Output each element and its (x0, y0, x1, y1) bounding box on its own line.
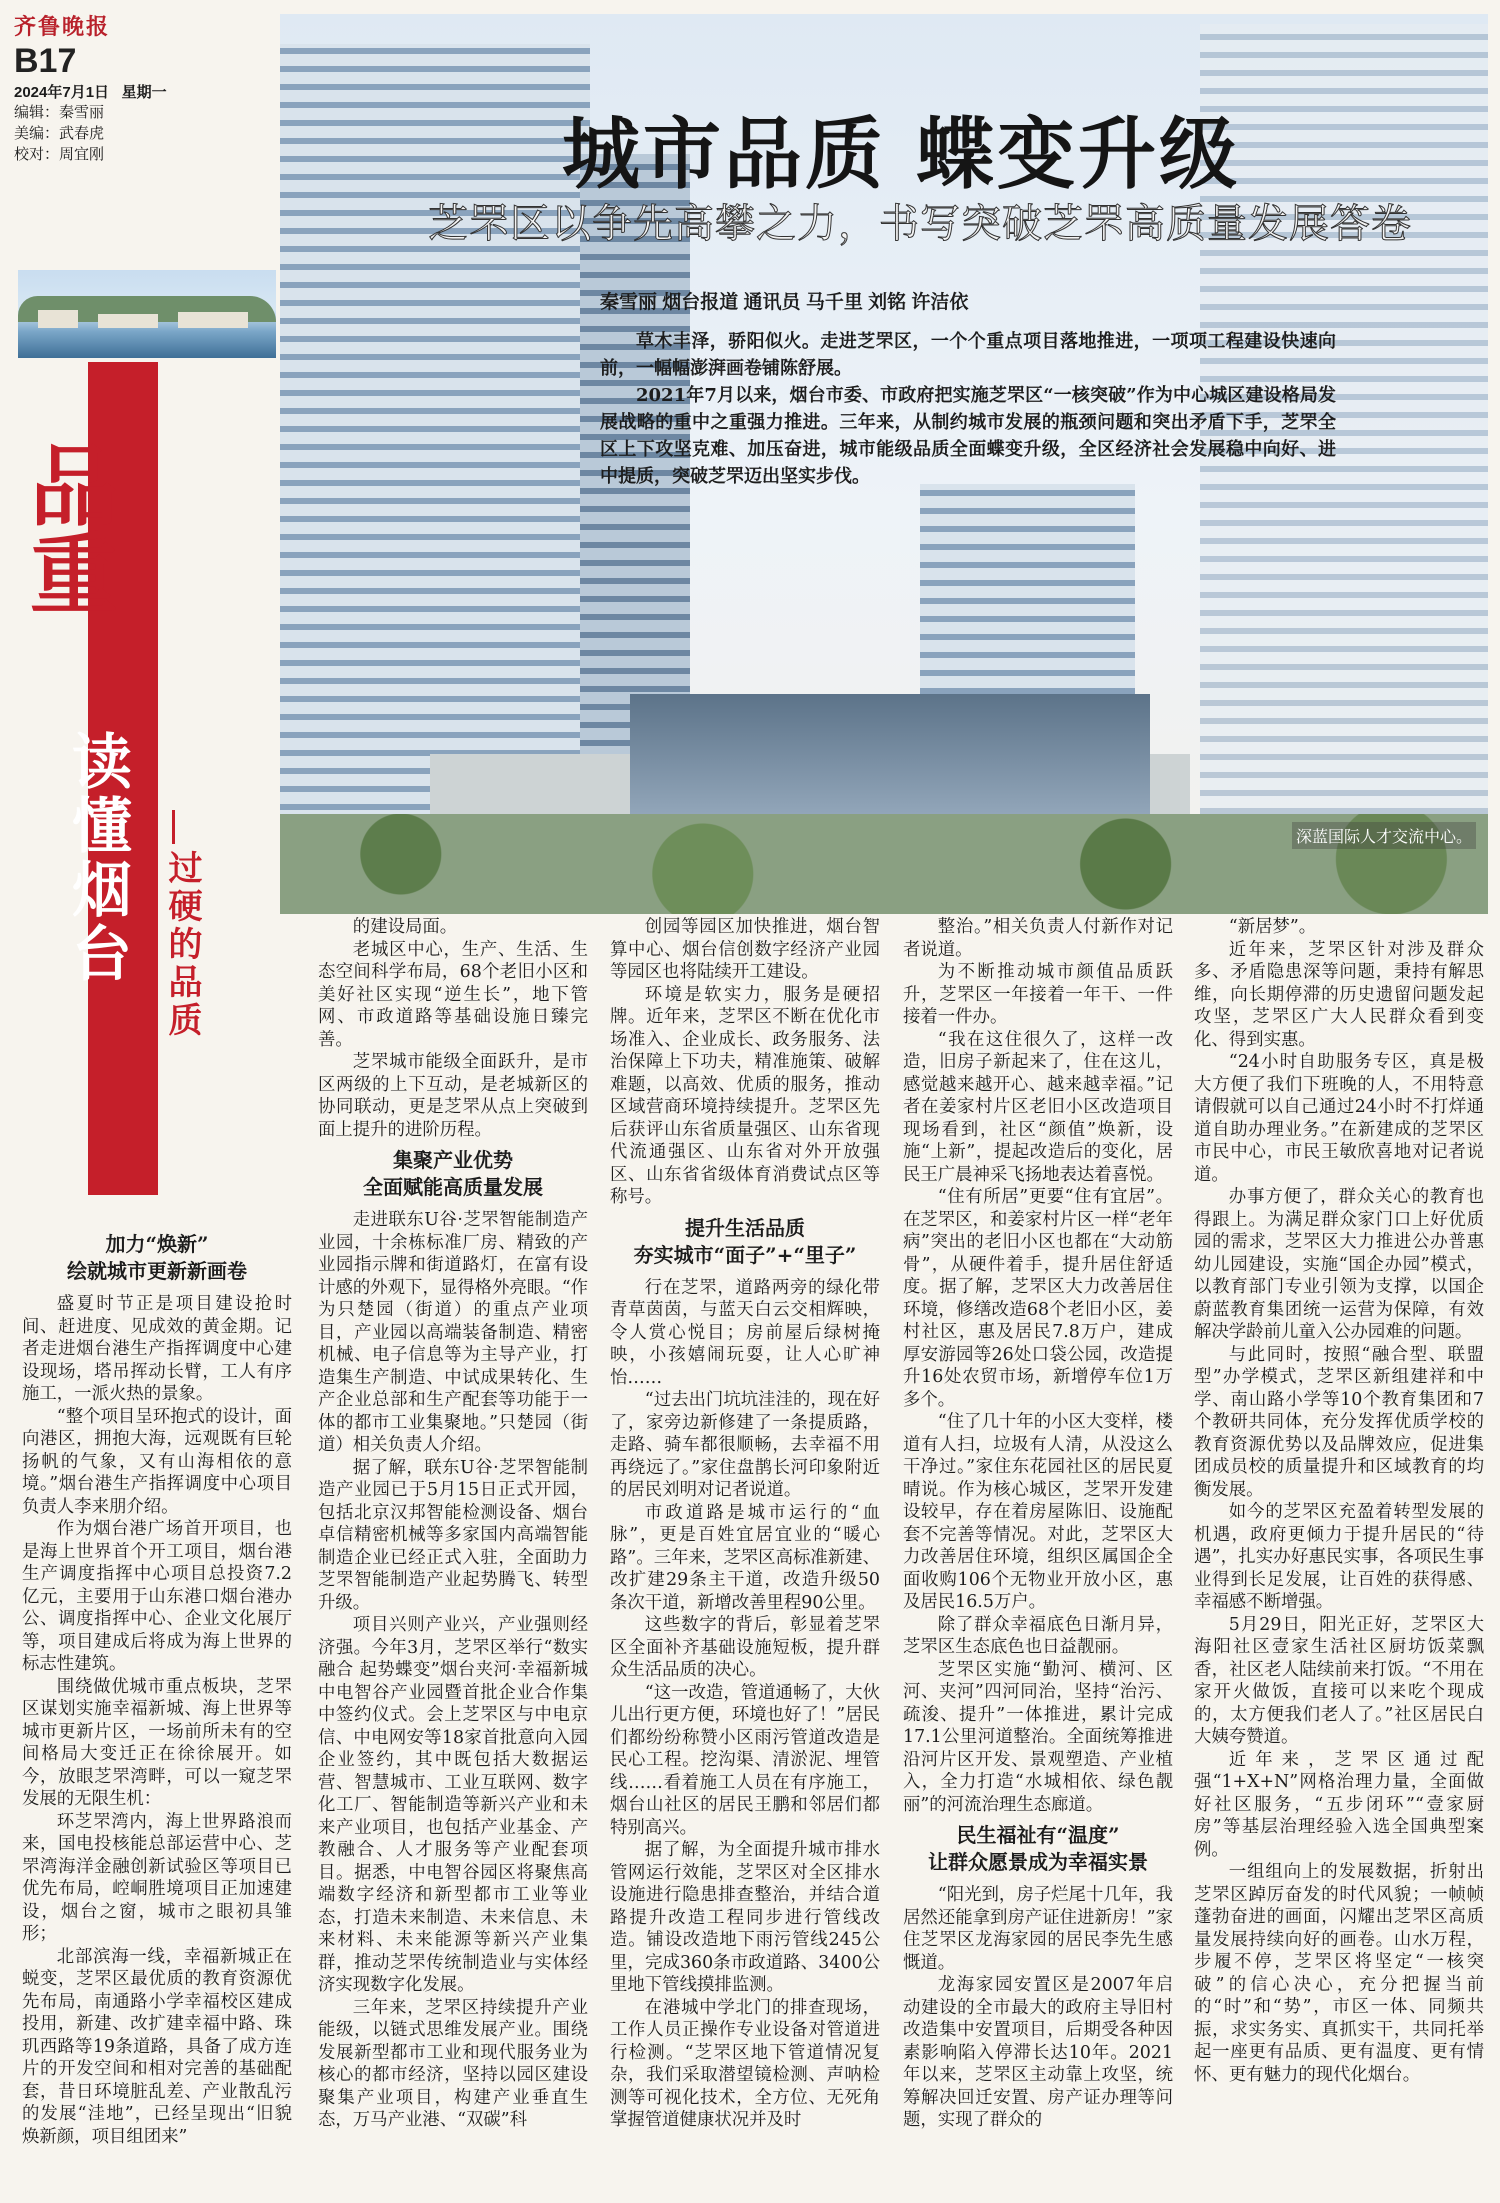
body-paragraph: 如今的芝罘区充盈着转型发展的机遇，政府更倾力于提升居民的“待遇”，扎实办好惠民实事，各项民生事业得到长足发展，让百姓的获得感、幸福感不断增强。 (1194, 1502, 1484, 1612)
col3-paragraphs (610, 1277, 880, 2132)
column-title-big: 品重 (16, 440, 120, 616)
byline: 秦雪丽 烟台报道 通讯员 马千里 刘铭 许洁依 (600, 292, 969, 313)
body-paragraph: 行在芝罘，道路两旁的绿化带青草茵茵，与蓝天白云交相辉映，令人赏心悦目；房前屋后绿树掩映，小孩嬉闹玩耍，让人心旷神怡…… (610, 1277, 880, 1388)
article-column-4 (903, 916, 1173, 2196)
body-paragraph: “住有所居”更要“住有宜居”。在芝罘区，和姜家村片区一样“老年病”突出的老旧小区也都在“大动筋骨”，从硬件着手，提升居住舒适度。据了解，芝罘区大力改善居住环境，修缮改造68个老旧小区，姜村社区，惠及居民7.8万户，建成厚安游园等26处口袋公园，改造提升16处农贸市场，新增停车位1万多个。 (903, 1187, 1173, 1410)
body-paragraph: “住了几十年的小区大变样，楼道有人扫，垃圾有人清，从没这么干净过。”家住东花园社区的居民夏晴说。作为核心城区，芝罘开发建设较早，存在着房屋陈旧、设施配套不完善等情况。对此，芝罘区大力改善居住环境，组织区属国企全面收购106个无物业开放小区，惠及居民16.5万户。 (903, 1412, 1173, 1612)
body-paragraph: 项目兴则产业兴，产业强则经济强。今年3月，芝罘区举行“数实融合 起势蝶变”烟台夹河·幸福新城中电智谷产业园暨首批企业合作集中签约仪式。会上芝罘区与中电京信、中电网安等18家首批意向入园企业签约，其中既包括大数据运营、智慧城市、工业互联网、数字化工厂、智能制造等新兴产业和未来产业项目，也包括产业基金、产教融合、人才服务等产业配套项目。据悉，中电智谷园区将聚焦高端数字经济和新型都市工业等业态，打造未来制造、未来信息、未来材料、未来能源等新兴产业集群，推动芝罘传统制造业与实体经济实现数字化发展。 (318, 1615, 588, 1995)
lede-paragraph: 2021年7月以来，烟台市委、市政府把实施芝罘区“一核突破”作为中心城区建设格局发展战略的重中之重强力推进。三年来，从制约城市发展的瓶颈问题和突出矛盾下手，芝罘全区上下攻坚克难、加压奋进，城市能级品质全面蝶变升级，全区经济社会发展稳中向好、进中提质，突破芝罘迈出坚实步伐。 (600, 385, 1336, 487)
issue-date: 2024年7月1日 (14, 84, 110, 101)
body-paragraph: 三年来，芝罘区持续提升产业能级，以链式思维发展产业。围绕发展新型都市工业和现代服务业为核心的都市经济，坚持以园区建设聚集产业项目，构建产业垂直生态，万马产业港、“双碳”科 (318, 1997, 588, 2130)
body-paragraph: 一组组向上的发展数据，折射出芝罘区踔厉奋发的时代风貌；一帧帧蓬勃奋进的画面，闪耀出芝罘区高质量发展持续向好的画卷。山水万程，步履不停，芝罘区将坚定“一核突破”的信心决心，充分把握当前的“时”和“势”，市区一体、同频共振，求实务实、真抓实干，共同托举起一座更有品质、更有温度、更有情怀、更有魅力的现代化烟台。 (1194, 1862, 1484, 2085)
issue-weekday: 星期一 (121, 84, 167, 101)
col4-paragraphs (903, 1884, 1173, 2132)
body-paragraph: 近年来，芝罘区针对涉及群众多、矛盾隐患深等问题，秉持有解思维，向长期停滞的历史遗留问题发起攻坚，芝罘区广大人民群众看到变化、得到实惠。 (1194, 939, 1484, 1050)
body-paragraph: 芝罘城市能级全面跃升，是市区两级的上下互动，是老城新区的协同联动，更是芝罘从点上突破到面上提升的进阶历程。 (318, 1052, 588, 1140)
body-paragraph: 芝罘区实施“勤河、横河、区河、夹河”四河同治，坚持“治污、疏浚、提升”一体推进，累计完成17.1公里河道整治。全面统筹推进沿河片区开发、景观塑造、产业植入，全力打造“水城相依、绿色靓丽”的河流治理生态廊道。 (903, 1659, 1173, 1815)
body-paragraph: 除了群众幸福底色日渐月异，芝罘区生态底色也日益靓丽。 (903, 1614, 1173, 1657)
body-paragraph: 围绕做优城市重点板块，芝罘区谋划实施幸福新城、海上世界等城市更新片区，一场前所未有的空间格局大变迁正在徐徐展开。如今，放眼芝罘湾畔，可以一窥芝罘发展的无限生机： (22, 1676, 292, 1809)
body-paragraph: 与此同时，按照“融合型、联盟型”办学模式，芝罘区新组建祥和中学、南山路小学等10个教育集团和7个教研共同体，充分发挥优质学校的教育资源优势以及品牌效应，促进集团成员校的质量提升和区域教育的均衡发展。 (1194, 1344, 1484, 1500)
body-paragraph: “24小时自助服务专区，真是极大方便了我们下班晚的人，不用特意请假就可以自己通过24小时不打烊通道自助办理业务。”在新建成的芝罘区市民中心，市民王敏欣喜地对记者说道。 (1194, 1052, 1484, 1185)
lede (600, 328, 1336, 490)
body-paragraph: “我在这住很久了，这样一改造，旧房子新起来了，住在这儿，感觉越来越开心、越来越幸福。”记者在姜家村片区老旧小区改造项目现场看到，社区“颜值”焕新，设施“上新”，提起改造后的变化，居民王广晨神采飞扬地表达着喜悦。 (903, 1029, 1173, 1185)
art-credit: 美编：武春虎 (14, 125, 105, 142)
section-heading: 民生福祉有“温度” 让群众愿景成为幸福实景 (928, 1823, 1148, 1874)
body-paragraph: 作为烟台港广场首开项目，也是海上世界首个开工项目，烟台港生产调度指挥中心项目总投资7.2亿元，主要用于山东港口烟台港办公、调度指挥中心、企业文化展厅等，项目建成后将成为海上世界的标志性建筑。 (22, 1519, 292, 1674)
column-divider (172, 810, 175, 844)
body-paragraph: 环芝罘湾内，海上世界路浪而来，国电投核能总部运营中心、芝罘湾海洋金融创新试验区等项目已优先布局，崆峒胜境项目正加速建设，烟台之窗，城市之眼初具雏形； (22, 1811, 292, 1944)
body-paragraph: 为不断推动城市颜值品质跃升，芝罘区一年接着一年干、一件接着一件办。 (903, 962, 1173, 1027)
body-paragraph: 盛夏时节正是项目建设抢时间、赶进度、见成效的黄金期。记者走进烟台港生产指挥调度中心建设现场，塔吊挥动长臂，工人有序施工，一派火热的景象。 (22, 1294, 292, 1404)
body-paragraph: 据了解，联东U谷·芝罘智能制造产业园已于5月15日正式开园，包括北京汉邦智能检测设备、烟台卓信精密机械等多家国内高端智能制造企业已经正式入驻，全面助力芝罘智能制造产业起势腾飞、转型升级。 (318, 1457, 588, 1613)
body-paragraph: “新居梦”。 (1228, 917, 1317, 937)
page-number: B17 (14, 42, 77, 80)
subheadline: 芝罘区以争先高攀之力，书写突破芝罘高质量发展答卷 (428, 201, 1412, 247)
section-heading: 集聚产业优势 全面赋能高质量发展 (363, 1148, 543, 1199)
col3-paragraphs-top (610, 916, 880, 1209)
article-column-1 (22, 1225, 292, 2195)
article-column-5 (1194, 916, 1484, 2196)
body-paragraph: 龙海家园安置区是2007年启动建设的全市最大的政府主导旧村改造集中安置项目，后期受各种因素影响陷入停滞长达10年。2021年以来，芝罘区主动靠上攻坚，统筹解决回迁安置、房产证办理等问题，实现了群众的 (903, 1975, 1173, 2130)
col2-paragraphs (318, 1209, 588, 2132)
column-title-vertical: 读懂烟台 (62, 730, 132, 986)
body-paragraph: 走进联东U谷·芝罘智能制造产业园，十余栋标准厂房、精致的产业园指示牌和街道路灯，在富有设计感的外观下，显得格外亮眼。“作为只楚园（街道）的重点产业项目，产业园以高端装备制造、精密机械、电子信息等为主导产业，打造集生产制造、中试成果转化、生产企业总部和生产配套等功能于一体的都市工业集聚地。”只楚园（街道）相关负责人介绍。 (318, 1210, 588, 1455)
body-paragraph: “整个项目呈环抱式的设计，面向港区，拥抱大海，远观既有巨轮扬帆的气象，又有山海相依的意境。”烟台港生产指挥调度中心项目负责人李来朋介绍。 (22, 1406, 292, 1517)
body-paragraph: “过去出门坑坑洼洼的，现在好了，家旁边新修建了一条提质路，走路、骑车都很顺畅，去幸福不用再绕远了。”家住盘鹊长河印象附近的居民刘明对记者说道。 (610, 1390, 880, 1500)
body-paragraph: 办事方便了，群众关心的教育也得跟上。为满足群众家门口上好优质园的需求，芝罘区大力推进公办普惠幼儿园建设，实施“国企办园”模式，以教育部门专业引领为支撑，以国企蔚蓝教育集团统一运营为保障，有效解决学龄前儿童入公办园难的问题。 (1194, 1187, 1484, 1342)
headline: 城市品质 蝶变升级 (562, 109, 1241, 200)
body-paragraph: 在港城中学北门的排查现场，工作人员正操作专业设备对管道进行检测。“芝罘区地下管道情况复杂，我们采取潜望镜检测、声呐检测等可视化技术，全方位、无死角掌握管道健康状况并及时 (610, 1997, 880, 2130)
column-subtitle: 过硬的品质 (162, 850, 202, 1040)
col2-paragraphs-top (318, 916, 588, 1141)
body-paragraph: 这些数字的背后，彰显着芝罘区全面补齐基础设施短板，提升群众生活品质的决心。 (610, 1615, 880, 1680)
masthead (14, 10, 264, 165)
proof-credit: 校对：周宜刚 (14, 146, 105, 163)
harbor-thumbnail-image (18, 270, 276, 358)
article-column-2 (318, 916, 588, 2196)
tower-left-image (280, 44, 590, 864)
editor-credit: 编辑：秦雪丽 (14, 104, 105, 121)
body-paragraph: 北部滨海一线，幸福新城正在蜕变，芝罘区最优质的教育资源优先布局，南通路小学幸福校区建成投用，新建、改扩建幸福中路、珠玑西路等19条道路，具备了成方连片的开发空间和相对完善的基础配套，昔日环境脏乱差、产业散乱污的发展“洼地”，已经呈现出“旧貌焕新颜，项目组团来” (22, 1946, 292, 2147)
body-paragraph: 整治。”相关负责人付新作对记者说道。 (903, 917, 1173, 960)
body-paragraph: 5月29日，阳光正好，芝罘区大海阳社区壹家生活社区厨坊饭菜飘香，社区老人陆续前来打饭。“不用在家开火做饭，直接可以来吃个现成的，太方便我们老人了。”社区居民白大姨夸赞道。 (1194, 1614, 1484, 1747)
photo-caption: 深蓝国际人才交流中心。 (1292, 822, 1476, 849)
section-heading: 加力“焕新” 绘就城市更新新画卷 (67, 1232, 247, 1283)
body-paragraph: 的建设局面。 (352, 917, 458, 937)
body-paragraph: “阳光到，房子烂尾十几年，我居然还能拿到房产证住进新房！”家住芝罘区龙海家园的居民李先生感慨道。 (903, 1885, 1173, 1973)
lede-paragraph: 草木丰泽，骄阳似火。走进芝罘区，一个个重点项目落地推进，一项项工程建设快速向前，一幅幅澎湃画卷铺陈舒展。 (600, 331, 1336, 379)
body-paragraph: “这一改造，管道通畅了，大伙儿出行更方便，环境也好了！”居民们都纷纷称赞小区雨污管道改造是民心工程。挖沟渠、清淤泥、埋管线……看着施工人员在有序施工，烟台山社区的居民王鹏和邻居们都特别高兴。 (610, 1682, 880, 1838)
body-paragraph: 近年来，芝罘区通过配强“1+X+N”网格治理力量，全面做好社区服务，“五步闭环”“壹家厨房”等基层治理经验入选全国典型案例。 (1194, 1749, 1484, 1860)
col5-paragraphs (1194, 916, 1484, 2086)
article-column-3 (610, 916, 880, 2196)
body-paragraph: 创园等园区加快推进，烟台智算中心、烟台信创数字经济产业园等园区也将陆续开工建设。 (610, 917, 880, 982)
col1-paragraphs (22, 1293, 292, 2148)
issue-date-line (14, 81, 264, 102)
section-heading: 提升生活品质 夯实城市“面子”+“里子” (633, 1215, 857, 1267)
body-paragraph: 据了解，为全面提升城市排水管网运行效能，芝罘区对全区排水设施进行隐患排查整治，并结合道路提升改造工程同步进行管线改造。铺设改造地下雨污管线245公里，完成360条市政道路、3400公里地下管线摸排监测。 (610, 1840, 880, 1995)
body-paragraph: 环境是软实力，服务是硬招牌。近年来，芝罘区不断在优化市场准入、企业成长、政务服务、法治保障上下功夫，精准施策、破解难题，以高效、优质的服务，推动区域营商环境持续提升。芝罘区先后获评山东省质量强区、山东省现代流通强区、山东省对外开放强区、山东省省级体育消费试点区等称号。 (610, 984, 880, 1207)
col4-paragraphs-top (903, 916, 1173, 1816)
body-paragraph: 市政道路是城市运行的“血脉”，更是百姓宜居宜业的“暖心路”。三年来，芝罘区高标准新建、改扩建29条主干道，改造升级50条次干道，新增改善里程90公里。 (610, 1502, 880, 1613)
body-paragraph: 老城区中心，生产、生活、生态空间科学布局，68个老旧小区和美好社区实现“逆生长”，地下管网、市政道路等基础设施日臻完善。 (318, 939, 588, 1050)
newspaper-name: 齐鲁晚报 (14, 14, 111, 40)
